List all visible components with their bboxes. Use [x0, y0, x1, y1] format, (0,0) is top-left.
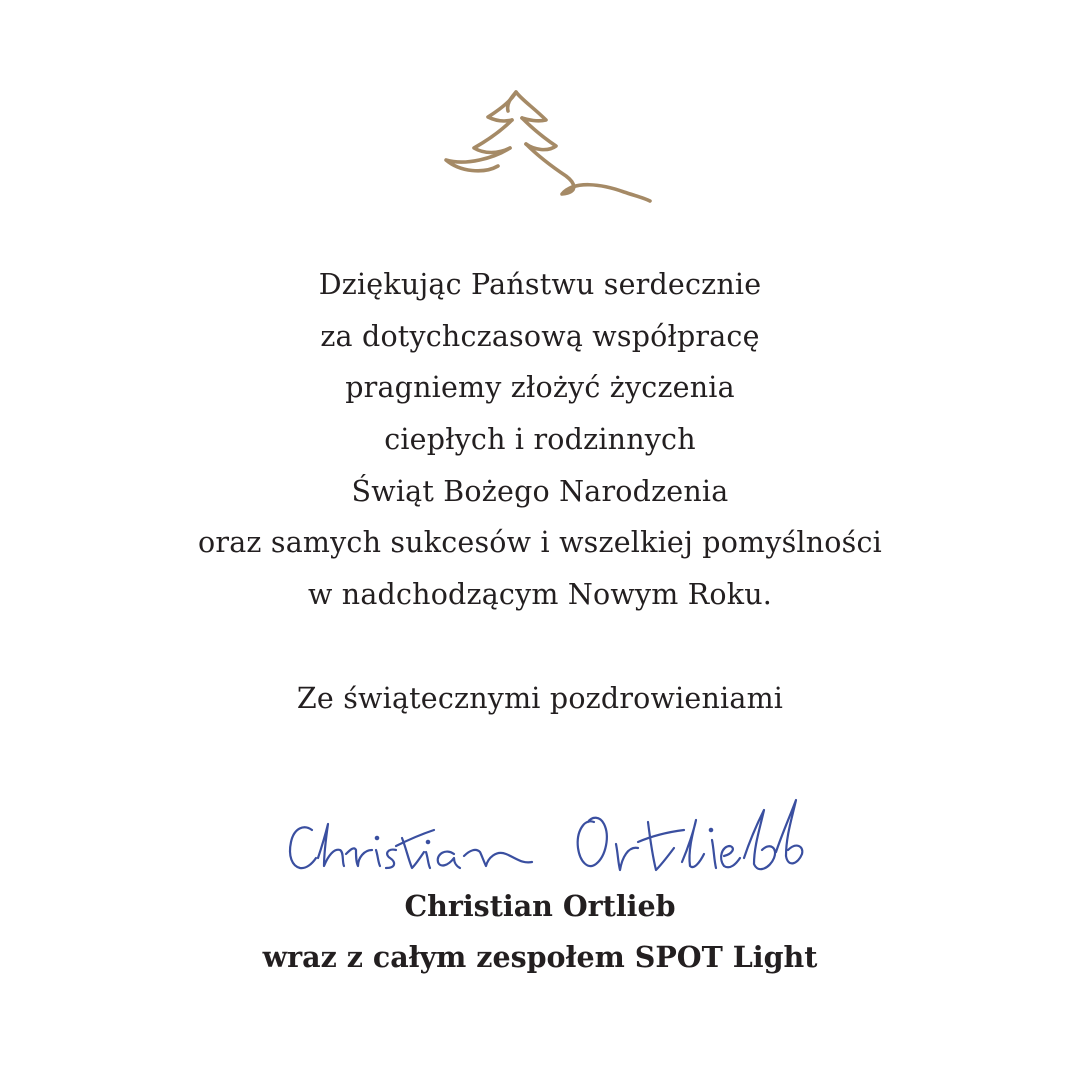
message-line: pragniemy złożyć życzenia	[345, 371, 735, 405]
closing-greeting: Ze świątecznymi pozdrowieniami	[296, 682, 784, 715]
message-line: ciepłych i rodzinnych	[384, 423, 696, 457]
message-line: w nadchodzącym Nowym Roku.	[307, 578, 773, 612]
sender-name: Christian Ortlieb	[404, 889, 676, 923]
sender-team: wraz z całym zespołem SPOT Light	[262, 940, 818, 974]
christmas-tree-icon	[440, 88, 656, 208]
message-line: za dotychczasową współpracę	[320, 319, 760, 353]
message-line: Świąt Bożego Narodzenia	[351, 474, 729, 508]
message-body	[0, 259, 1080, 621]
message-line: Dziękując Państwu serdecznie	[318, 268, 762, 301]
message-line: oraz samych sukcesów i wszelkiej pomyślności	[198, 526, 882, 560]
handwritten-signature	[284, 792, 804, 882]
